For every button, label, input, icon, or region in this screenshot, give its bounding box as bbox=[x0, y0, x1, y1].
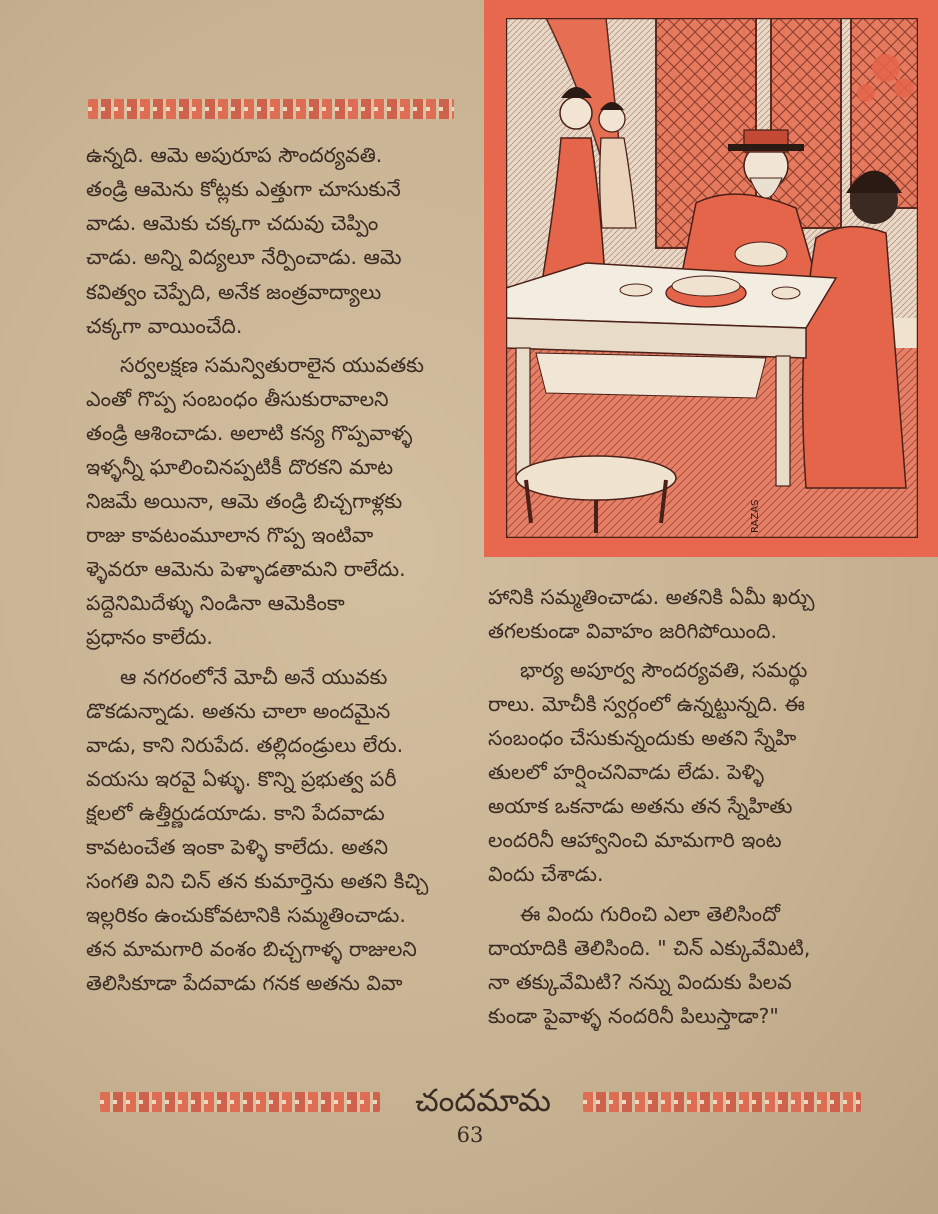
footer-ornament-left bbox=[100, 1092, 380, 1112]
right-column-line: దాయాదికి తెలిసింది. " చిన్ ఎక్కువేమిటి, bbox=[488, 936, 811, 960]
right-column-line: లందరినీ ఆహ్వానించి మామగారి ఇంట bbox=[488, 828, 782, 852]
right-column-line: రాలు. మోచీకి స్వర్గంలో ఉన్నట్టున్నది. ఈ bbox=[488, 692, 805, 716]
left-column-line: ఎంతో గొప్ప సంబంధం తీసుకురావాలని bbox=[86, 387, 389, 411]
left-column-line: ఉన్నది. ఆమె అపురూప సౌందర్యవతి. bbox=[86, 143, 383, 167]
left-column-line: ఇళ్ళన్నీ ఘాలించినప్పటికీ దొరకని మాట bbox=[86, 455, 394, 479]
right-column-line: నా తక్కువేమిటి? నన్ను విందుకు పిలవ bbox=[488, 970, 792, 994]
story-illustration bbox=[484, 0, 938, 557]
left-column-line: క్షలలో ఉత్తీర్ణుడయాడు. కాని పేదవాడు bbox=[86, 801, 385, 825]
left-column-line: ఆ నగరంలోనే మోచీ అనే యువకు bbox=[120, 665, 388, 689]
left-column-line: నిజమే అయినా, ఆమె తండ్రి బిచ్చగాళ్లకు bbox=[86, 489, 403, 513]
right-column-line: సంబంధం చేసుకున్నందుకు అతని స్నేహి bbox=[488, 726, 797, 750]
left-column-line: చాడు. అన్ని విద్యలూ నేర్పించాడు. ఆమె bbox=[86, 245, 402, 269]
left-column-line: వయసు ఇరవై ఏళ్ళు. కొన్ని ప్రభుత్వ పరీ bbox=[86, 767, 397, 791]
magazine-masthead: చందమామ bbox=[415, 1083, 551, 1119]
left-column-line: చక్కగా వాయించేది. bbox=[86, 314, 243, 338]
top-ornament-border bbox=[88, 99, 454, 119]
left-column-line: తన మామగారి వంశం బిచ్చగాళ్ళ రాజులని bbox=[86, 937, 417, 961]
left-column-line: కావటంచేత ఇంకా పెళ్ళి కాలేదు. అతని bbox=[86, 835, 388, 859]
right-column-line: ఈ విందు గురించి ఎలా తెలిసిందో bbox=[520, 902, 780, 926]
left-column-line: కవిత్వం చెప్పేది, అనేక జంత్రవాద్యాలు bbox=[86, 280, 382, 304]
right-column-line: విందు చేశాడు. bbox=[488, 862, 604, 886]
right-column-line: భార్య అపూర్వ సౌందర్యవతి, సమర్థు bbox=[520, 658, 808, 682]
right-column-line: అయాక ఒకనాడు అతను తన స్నేహితు bbox=[488, 794, 793, 818]
left-column-line: వాడు, కాని నిరుపేద. తల్లిదండ్రులు లేరు. bbox=[86, 733, 404, 757]
left-column-line: తెలిసికూడా పేదవాడు గనక అతను వివా bbox=[86, 971, 403, 995]
left-column-line: వాడు. ఆమెకు చక్కగా చదువు చెప్పిం bbox=[86, 211, 379, 235]
right-column-line: తులలో హర్షించనివాడు లేడు. పెళ్ళి bbox=[488, 760, 765, 784]
left-column-line: ఇల్లరికం ఉంచుకోవటానికి సమ్మతించాడు. bbox=[86, 903, 406, 927]
left-column-line: తండ్రి ఆశించాడు. అలాటి కన్య గొప్పవాళ్ళ bbox=[86, 421, 413, 445]
artist-signature: RAZAS bbox=[750, 499, 761, 533]
footer-ornament-right bbox=[583, 1092, 861, 1112]
right-column-line: తగలకుండా వివాహం జరిగిపోయింది. bbox=[488, 619, 778, 643]
left-column-line: తండ్రి ఆమెను కోట్లకు ఎత్తుగా చూసుకునే bbox=[86, 177, 401, 201]
right-column-line: హానికి సమ్మతించాడు. అతనికి ఏమీ ఖర్చు bbox=[488, 585, 815, 609]
left-column-line: డొకడున్నాడు. అతను చాలా అందమైన bbox=[86, 699, 391, 723]
left-column-line: రాజు కావటంమూలాన గొప్ప ఇంటివా bbox=[86, 523, 374, 547]
left-column-line: పద్దెనిమిదేళ్ళు నిండినా ఆమెకింకా bbox=[86, 591, 345, 615]
left-column-line: సంగతి విని చిన్ తన కుమార్తెను అతని కిచ్చి bbox=[86, 869, 429, 893]
page-number: 63 bbox=[456, 1123, 484, 1147]
left-column-line: ప్రధానం కాలేదు. bbox=[86, 625, 213, 649]
right-column-line: కుండా పైవాళ్ళ నందరినీ పిలుస్తాడా?" bbox=[488, 1004, 779, 1028]
banquet-scene-drawing bbox=[506, 18, 918, 538]
left-column-line: ళ్ళెవరూ ఆమెను పెళ్ళాడతామని రాలేదు. bbox=[86, 557, 406, 581]
left-column-line: సర్వలక్షణ సమన్వితురాలైన యువతకు bbox=[120, 353, 424, 377]
